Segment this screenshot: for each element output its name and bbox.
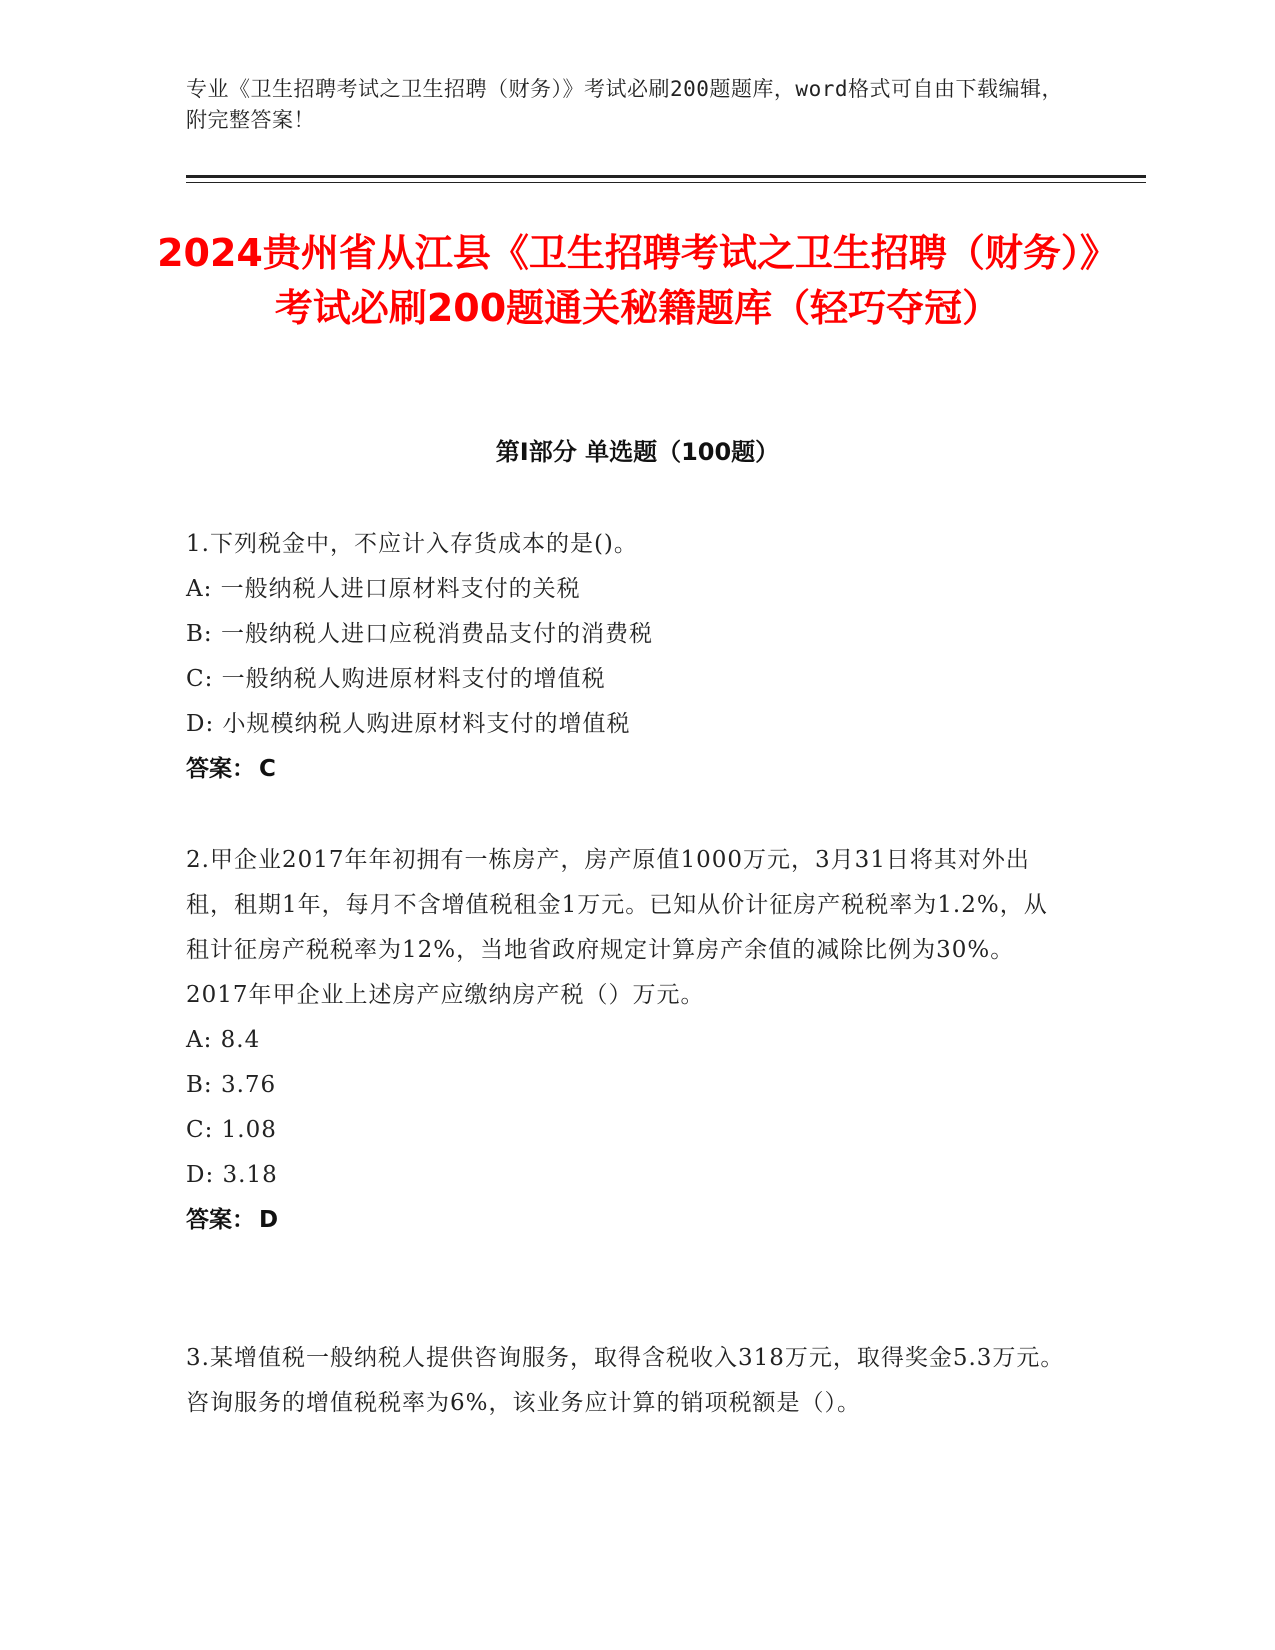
answer <box>186 1198 1066 1243</box>
header-rule-thick <box>186 175 1146 178</box>
document-title: 2024贵州省从江县《卫生招聘考试之卫生招聘（财务）》考试必刷200题通关秘籍题库（轻巧夺冠） <box>157 231 1118 330</box>
header-rule-thin <box>186 182 1146 183</box>
answer <box>186 747 1066 792</box>
question-stem: 2.甲企业2017年年初拥有一栋房产，房产原值1000万元，3月31日将其对外出租，租期1年，每月不含增值税租金1万元。已知从价计征房产税税率为1.2%，从租计征房产税税率为12%，当地省政府规定计算房产余值的减除比例为30%。2017年甲企业上述房产应缴纳房产税（）万元。 <box>186 847 1048 1008</box>
question-3 <box>186 1336 1066 1426</box>
answer-value: C <box>259 756 276 782</box>
section-heading: 第I部分 单选题（100题） <box>495 438 780 466</box>
option-c: C: 一般纳税人购进原材料支付的增值税 <box>186 666 606 692</box>
question-1 <box>186 522 1066 792</box>
option-a: A: 一般纳税人进口原材料支付的关税 <box>186 576 581 602</box>
question-stem: 3.某增值税一般纳税人提供咨询服务，取得含税收入318万元，取得奖金5.3万元。咨询服务的增值税税率为6%，该业务应计算的销项税额是（）。 <box>186 1345 1065 1416</box>
option-c: C: 1.08 <box>186 1117 277 1143</box>
option-d: D: 小规模纳税人购进原材料支付的增值税 <box>186 711 631 737</box>
question-stem: 1.下列税金中，不应计入存货成本的是()。 <box>186 531 638 557</box>
answer-label: 答案： <box>186 1207 255 1233</box>
header-note: 专业《卫生招聘考试之卫生招聘（财务）》考试必刷200题题库，word格式可自由下载编辑，附完整答案！ <box>186 77 1063 132</box>
answer-label: 答案： <box>186 756 255 782</box>
answer-value: D <box>259 1207 279 1233</box>
option-d: D: 3.18 <box>186 1162 278 1188</box>
question-2 <box>186 838 1066 1243</box>
option-a: A: 8.4 <box>186 1027 261 1053</box>
option-b: B: 3.76 <box>186 1072 277 1098</box>
option-b: B: 一般纳税人进口应税消费品支付的消费税 <box>186 621 653 647</box>
